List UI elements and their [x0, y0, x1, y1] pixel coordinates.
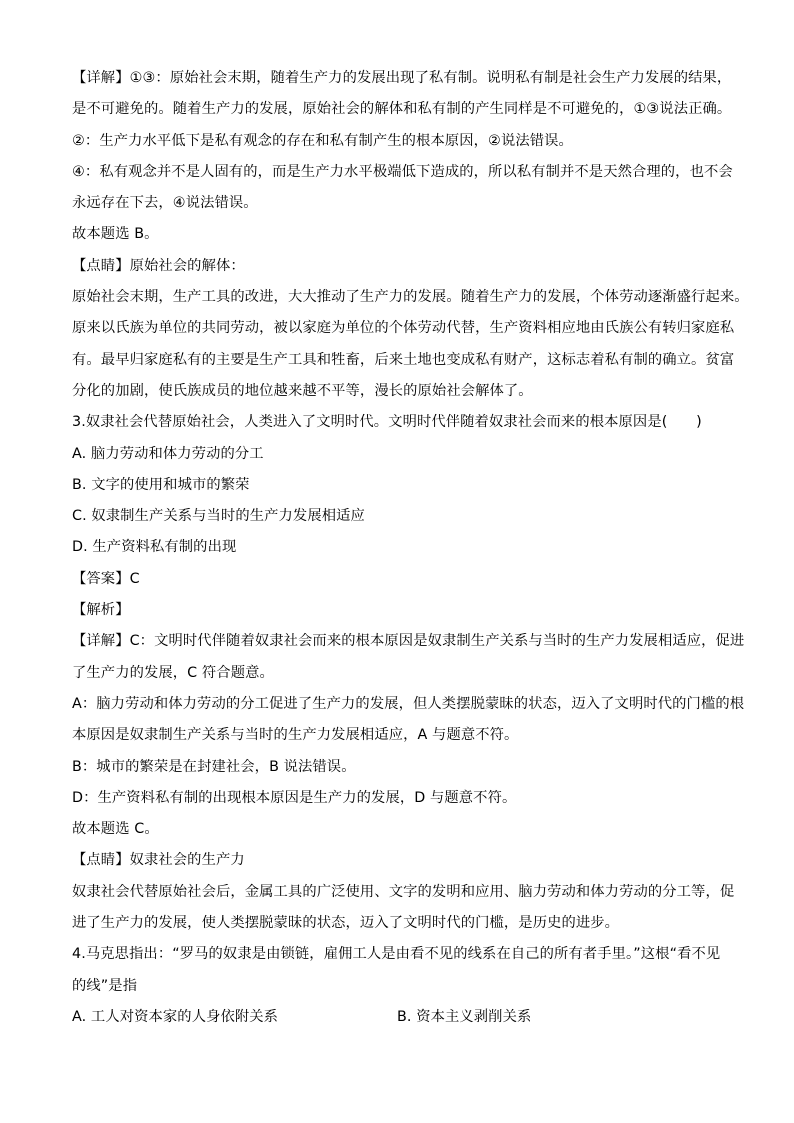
text-line: 【详解】C：文明时代伴随着奴隶社会而来的根本原因是奴隶制生产关系与当时的生产力发展相适应，促进 [72, 633, 745, 650]
option-row [72, 1002, 727, 1033]
text-line: D：生产资料私有制的出现根本原因是生产力的发展，D 与题意不符。 [72, 789, 517, 806]
option-b: B. 资本主义剥削关系 [397, 1008, 532, 1025]
option-d: D. 生产资料私有制的出现 [72, 539, 237, 556]
text-line: 原始社会末期，生产工具的改进，大大推动了生产力的发展。随着生产力的发展，个体劳动逐渐盛行起来。 [72, 289, 749, 306]
text-line: 原来以氏族为单位的共同劳动，被以家庭为单位的个体劳动代替，生产资料相应地由氏族公有转归家庭私 [72, 320, 735, 337]
text-line: ④：私有观念并不是人固有的，而是生产力水平极端低下造成的，所以私有制并不是天然合理的，也不会 [72, 163, 733, 180]
text-line: ②：生产力水平低下是私有观念的存在和私有制产生的根本原因，②说法错误。 [72, 132, 573, 149]
option-b: B. 文字的使用和城市的繁荣 [72, 476, 250, 493]
analysis-label: 【解析】 [72, 602, 130, 619]
text-line: 是不可避免的。随着生产力的发展，原始社会的解体和私有制的产生同样是不可避免的，①③说法正确。 [72, 101, 732, 118]
text-line: 故本题选 B。 [72, 226, 159, 243]
question-stem: 4.马克思指出：“罗马的奴隶是由锁链，雇佣工人是由看不见的线系在自己的所有者手里。”这根“看不见 [72, 946, 721, 963]
question-stem: 3.奴隶社会代替原始社会，人类进入了文明时代。文明时代伴随着奴隶社会而来的根本原因是( ) [72, 414, 702, 431]
text-line: 本原因是奴隶制生产关系与当时的生产力发展相适应，A 与题意不符。 [72, 727, 519, 744]
text-line: 故本题选 C。 [72, 821, 159, 838]
option-c: C. 奴隶制生产关系与当时的生产力发展相适应 [72, 508, 365, 525]
text-line: 【详解】①③：原始社会末期，随着生产力的发展出现了私有制。说明私有制是社会生产力发展的结果， [72, 70, 732, 86]
section-heading: 【点睛】奴隶社会的生产力 [72, 852, 245, 869]
text-line: 分化的加剧，使氏族成员的地位越来越不平等，漫长的原始社会解体了。 [72, 382, 533, 399]
text-line: 有。最早归家庭私有的主要是生产工具和牲畜，后来土地也变成私有财产，这标志着私有制的确立。贫富 [72, 351, 735, 368]
option-a: A. 工人对资本家的人身依附关系 [72, 1008, 279, 1025]
text-line: 奴隶社会代替原始社会后，金属工具的广泛使用、文字的发明和应用、脑力劳动和体力劳动的分工等，促 [72, 883, 735, 900]
text-line: B：城市的繁荣是在封建社会，B 说法错误。 [72, 758, 356, 775]
answer-label: 【答案】C [72, 570, 140, 587]
text-line: 了生产力的发展，C 符合题意。 [72, 664, 274, 681]
section-heading: 【点睛】原始社会的解体： [72, 257, 245, 274]
text-line: 进了生产力的发展，使人类摆脱蒙昧的状态，迈入了文明时代的门槛，是历史的进步。 [72, 915, 620, 932]
document-page [72, 63, 749, 1033]
text-line: A：脑力劳动和体力劳动的分工促进了生产力的发展，但人类摆脱蒙昧的状态，迈入了文明时代的门槛的根 [72, 695, 745, 712]
option-a: A. 脑力劳动和体力劳动的分工 [72, 445, 264, 462]
question-stem: 的线”是指 [72, 977, 138, 994]
text-line: 永远存在下去，④说法错误。 [72, 195, 258, 212]
